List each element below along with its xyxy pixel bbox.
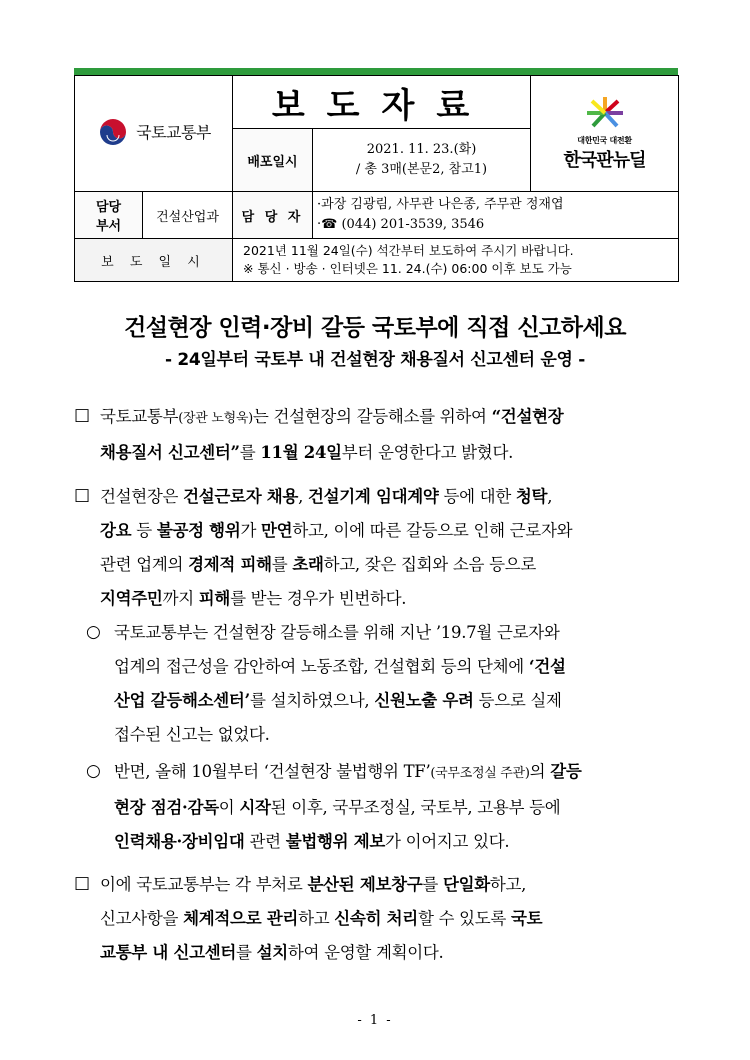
p2-text: 까지 bbox=[162, 589, 199, 608]
new-deal-burst-icon bbox=[585, 95, 625, 131]
embargo-info bbox=[233, 239, 679, 282]
p4-text: 관련 bbox=[244, 832, 286, 851]
p5-text: 체계적으로 관리 bbox=[183, 909, 299, 928]
p3-text: 신원노출 우려 bbox=[374, 691, 474, 710]
release-date: 2021. 11. 23.(화) bbox=[366, 142, 477, 157]
p2-text: 초래 bbox=[292, 555, 324, 574]
p2-text: 를 bbox=[271, 555, 293, 574]
square-bullet: □ bbox=[74, 485, 91, 505]
p5-text: 를 bbox=[422, 875, 443, 894]
p2-text: 를 받는 경우가 빈번하다. bbox=[230, 589, 407, 608]
square-bullet: □ bbox=[74, 873, 91, 893]
p2-text: 피해 bbox=[198, 589, 231, 608]
taegeuk-icon bbox=[96, 115, 130, 149]
p1-text: 는 건설현장의 갈등해소를 위하여 bbox=[252, 407, 492, 426]
p2-text: 지역주민 bbox=[100, 589, 163, 608]
embargo-line2: ※ 통신 · 방송 · 인터넷은 11. 24.(수) 06:00 이후 보도 가능 bbox=[243, 261, 572, 276]
paragraph-3 bbox=[114, 616, 680, 752]
p2-text: 등에 대한 bbox=[438, 487, 516, 506]
p4-text: 반면, 올해 10월부터 ‘건설현장 불법행위 TF’ bbox=[114, 762, 431, 781]
p5-text: 할 수 있도록 bbox=[417, 909, 511, 928]
circle-bullet: ○ bbox=[86, 761, 101, 781]
p2-text: 건설현장은 bbox=[100, 487, 184, 506]
p5-text: 하여 운영할 계획이다. bbox=[287, 943, 444, 962]
square-bullet: □ bbox=[74, 405, 91, 425]
p2-text: , bbox=[298, 487, 308, 506]
p4-text: 시작 bbox=[239, 798, 271, 817]
p4-text: 현장 점검·감독 bbox=[114, 798, 219, 817]
p5-text: 신고사항을 bbox=[100, 909, 184, 928]
p4-text: 불법행위 제보 bbox=[285, 832, 386, 851]
department-name: 건설산업과 bbox=[143, 192, 233, 239]
p5-text: 를 bbox=[236, 943, 257, 962]
p2-text: 만연 bbox=[261, 521, 293, 540]
p1-text: (장관 노형욱) bbox=[178, 411, 253, 426]
ministry-logo bbox=[96, 115, 211, 149]
p3-text: 국토교통부는 건설현장 갈등해소를 위해 지난 ’19.7월 근로자와 bbox=[114, 623, 560, 642]
ministry-logo-cell bbox=[75, 76, 233, 192]
p4-text: 된 이후, 국무조정실, 국토부, 고용부 등에 bbox=[270, 798, 561, 817]
header-accent-bar bbox=[74, 68, 678, 75]
p4-text: 의 bbox=[529, 762, 551, 781]
p5-text: 신속히 처리 bbox=[334, 909, 418, 928]
paragraph-4 bbox=[114, 755, 680, 859]
p2-text: , bbox=[547, 487, 553, 506]
release-date-label: 배포일시 bbox=[233, 129, 313, 192]
page-count: / 총 3매(본문2, 참고1) bbox=[355, 162, 488, 177]
contact-info bbox=[313, 192, 679, 239]
paragraph-2 bbox=[100, 480, 680, 616]
p1-text: 부터 운영한다고 밝혔다. bbox=[341, 443, 514, 462]
p5-text: 단일화 bbox=[442, 875, 490, 894]
embargo-line1: 2021년 11월 24일(수) 석간부터 보도하여 주시기 바랍니다. bbox=[243, 243, 574, 258]
korean-new-deal-logo bbox=[531, 76, 679, 192]
p4-text: 이 bbox=[218, 798, 240, 817]
phone-icon: ·☎ bbox=[317, 217, 338, 232]
p2-text: 관련 업계의 bbox=[100, 555, 189, 574]
p1-text: 를 bbox=[239, 443, 261, 462]
p3-text: 접수된 신고는 없었다. bbox=[114, 725, 270, 744]
p3-text: 업계의 접근성을 감안하여 노동조합, 건설협회 등의 단체에 bbox=[114, 657, 529, 676]
department-label-line1: 담당 bbox=[95, 200, 122, 215]
contact-phone-line bbox=[317, 215, 678, 235]
document-title: 보도자료 bbox=[233, 76, 531, 129]
p5-text: 하고 bbox=[298, 909, 335, 928]
paragraph-1 bbox=[100, 400, 680, 470]
p5-text: 국토 bbox=[510, 909, 543, 928]
p1-text: 11월 24일 bbox=[260, 443, 342, 462]
department-label-line2: 부서 bbox=[95, 219, 122, 234]
p1-text: “건설현장 bbox=[491, 407, 564, 426]
p1-text: 국토교통부 bbox=[100, 407, 179, 426]
headline: 건설현장 인력·장비 갈등 국토부에 직접 신고하세요 bbox=[124, 315, 626, 341]
contact-phone: (044) 201-3539, 3546 bbox=[341, 217, 485, 232]
p4-text: 가 이어지고 있다. bbox=[385, 832, 510, 851]
new-deal-name: 한국판뉴딜 bbox=[563, 150, 646, 171]
subheadline: - 24일부터 국토부 내 건설현장 채용질서 신고센터 운영 - bbox=[164, 350, 586, 370]
contact-label: 담 당 자 bbox=[233, 192, 313, 239]
department-label bbox=[75, 192, 143, 239]
p4-text: 인력채용·장비임대 bbox=[114, 832, 245, 851]
p5-text: 분산된 제보창구 bbox=[307, 875, 423, 894]
release-date-cell bbox=[313, 129, 531, 192]
p3-text: 산업 갈등해소센터’ bbox=[114, 691, 251, 710]
contact-people: ·과장 김광림, 사무관 나은종, 주무관 정재엽 bbox=[317, 197, 564, 212]
circle-bullet: ○ bbox=[86, 622, 101, 642]
p2-text: 등 bbox=[131, 521, 157, 540]
p5-text: 이에 국토교통부는 각 부처로 bbox=[100, 875, 308, 894]
ministry-name: 국토교통부 bbox=[136, 123, 211, 142]
page-number: - 1 - bbox=[357, 1013, 393, 1028]
p5-text: 하고, bbox=[489, 875, 527, 894]
p2-text: 경제적 피해 bbox=[188, 555, 272, 574]
p2-text: 하고, 잦은 집회와 소음 등으로 bbox=[323, 555, 537, 574]
press-release-header bbox=[74, 75, 679, 282]
p2-text: 불공정 행위 bbox=[156, 521, 241, 540]
p5-text: 교통부 내 신고센터 bbox=[100, 943, 237, 962]
p2-text: 하고, 이에 따른 갈등으로 인해 근로자와 bbox=[292, 521, 573, 540]
embargo-label: 보 도 일 시 bbox=[75, 239, 233, 282]
p4-text: 갈등 bbox=[550, 762, 582, 781]
p3-text: 를 설치하였으나, bbox=[250, 691, 375, 710]
p2-text: 청탁 bbox=[515, 487, 548, 506]
p5-text: 설치 bbox=[256, 943, 288, 962]
p2-text: 가 bbox=[240, 521, 262, 540]
p1-text: 채용질서 신고센터” bbox=[100, 443, 240, 462]
p3-text: ‘건설 bbox=[528, 657, 566, 676]
p4-text: (국무조정실 주관) bbox=[430, 766, 530, 781]
paragraph-5 bbox=[100, 868, 680, 970]
p2-text: 강요 bbox=[100, 521, 132, 540]
p2-text: 건설근로자 채용 bbox=[183, 487, 299, 506]
p3-text: 등으로 실제 bbox=[473, 691, 562, 710]
p2-text: 건설기계 임대계약 bbox=[307, 487, 439, 506]
new-deal-slogan: 대한민국 대전환 bbox=[577, 136, 632, 145]
